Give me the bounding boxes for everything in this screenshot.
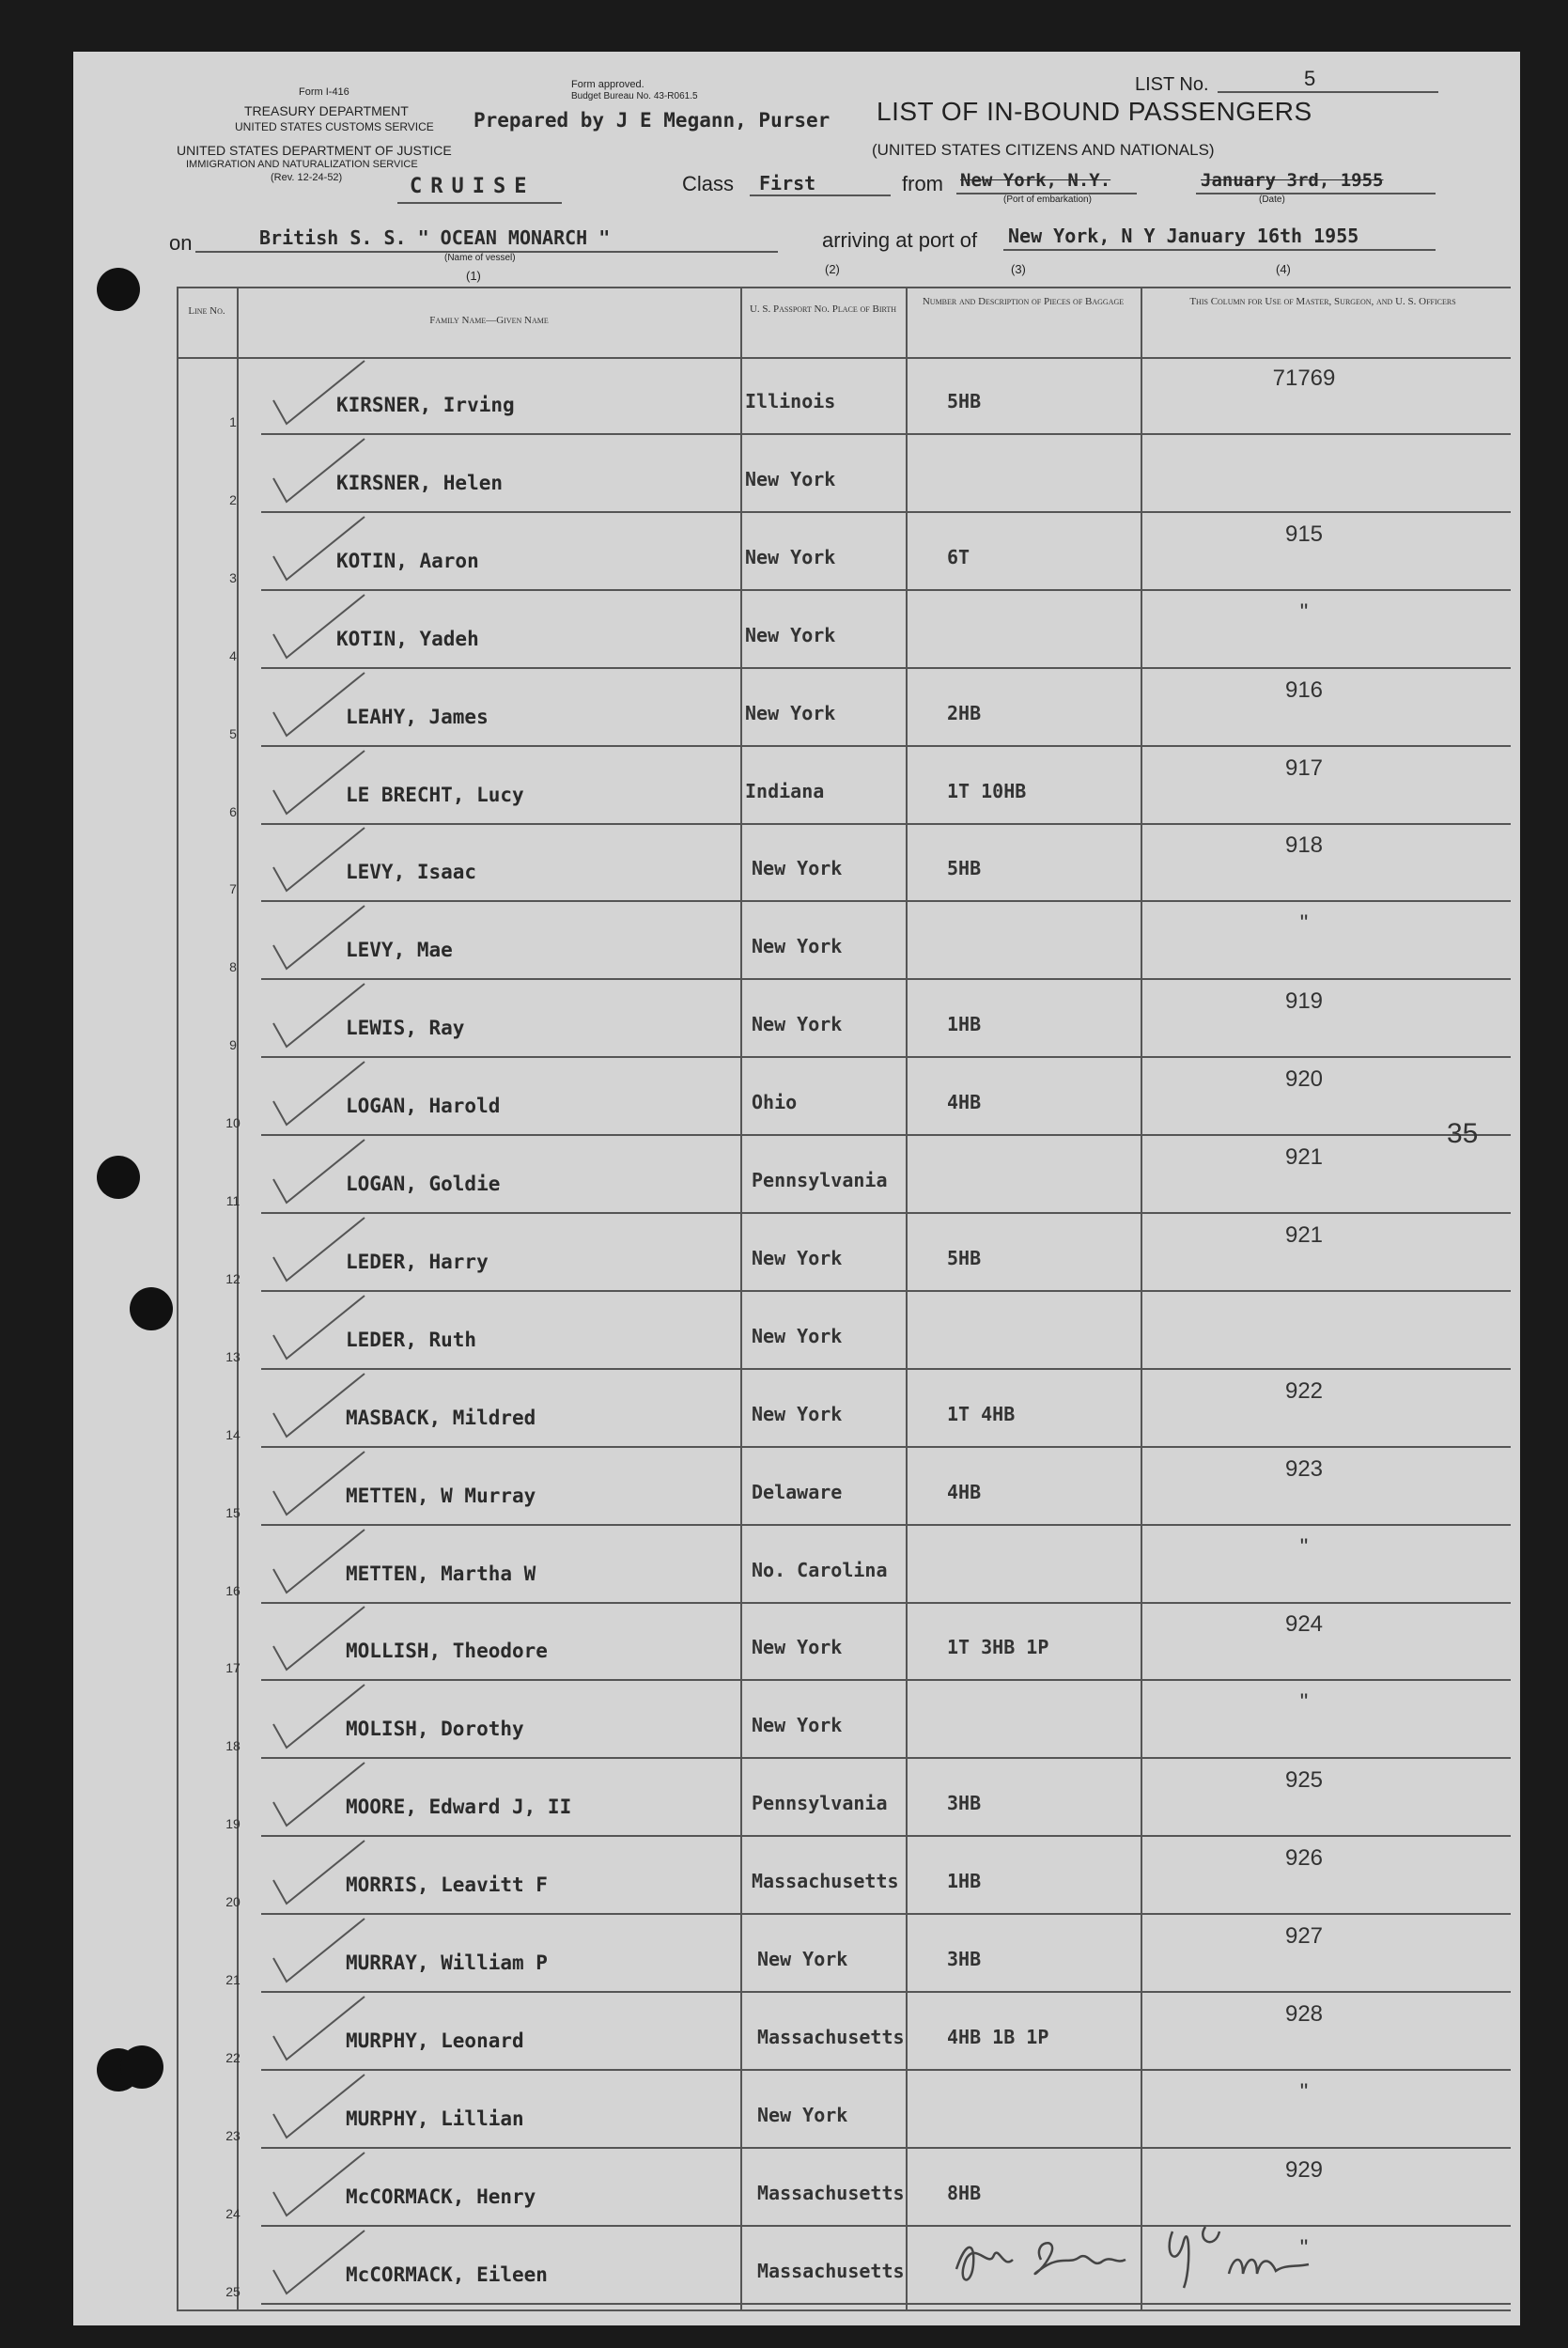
officer-entry: 919 — [1284, 988, 1324, 1015]
table-row — [73, 1994, 1511, 2069]
table-row — [73, 2072, 1511, 2147]
check-mark-icon — [266, 743, 379, 828]
line-number: 18 — [225, 1738, 241, 1754]
line-number: 17 — [225, 1660, 241, 1676]
officer-entry: 924 — [1284, 1611, 1324, 1638]
officer-entry: 923 — [1284, 1455, 1324, 1482]
officer-entry: " — [1299, 910, 1309, 937]
manifest-page — [73, 52, 1520, 2325]
place-of-birth: Massachusetts — [757, 2025, 905, 2048]
passenger-name: KOTIN, Yadeh — [336, 627, 479, 650]
list-no-value: 5 — [1304, 67, 1316, 90]
baggage: 1HB — [947, 1013, 982, 1036]
baggage: 1T 10HB — [947, 779, 1027, 802]
baggage: 4HB — [947, 1480, 982, 1503]
check-mark-icon — [266, 898, 379, 983]
baggage: 3HB — [947, 1948, 982, 1970]
arriving-label: arriving at port of — [822, 228, 978, 252]
place-of-birth: New York — [745, 545, 836, 568]
check-mark-icon — [266, 2067, 379, 2152]
col-3-label: (3) — [1011, 262, 1026, 276]
check-mark-icon — [266, 1677, 379, 1762]
officer-entry: 925 — [1284, 1767, 1324, 1794]
line-number: 25 — [225, 2283, 241, 2299]
margin-number: 35 — [1447, 1118, 1479, 1149]
officer-entry: 71769 — [1272, 365, 1336, 391]
line-number: 13 — [225, 1348, 241, 1364]
passenger-name: LEDER, Harry — [346, 1250, 489, 1273]
check-mark-icon — [266, 665, 379, 750]
baggage: 5HB — [947, 857, 982, 880]
check-mark-icon — [266, 509, 379, 594]
table-row — [73, 825, 1511, 900]
place-of-birth: New York — [757, 2103, 848, 2126]
check-mark-icon — [266, 1599, 379, 1684]
passenger-name: METTEN, W Murray — [346, 1484, 536, 1507]
line-number: 19 — [225, 1816, 241, 1832]
list-title: LIST OF IN-BOUND PASSENGERS — [877, 97, 1312, 126]
check-mark-icon — [266, 1210, 379, 1295]
table-row — [73, 514, 1511, 589]
line-number: 16 — [225, 1582, 241, 1598]
table-row — [73, 1293, 1511, 1368]
passenger-name: LEVY, Mae — [346, 939, 453, 962]
form-number: Form I-416 — [299, 86, 349, 98]
line-number: 6 — [229, 803, 237, 819]
officer-entry: 915 — [1284, 521, 1324, 547]
place-of-birth: Massachusetts — [757, 2259, 905, 2282]
table-row — [73, 1527, 1511, 1602]
table-row — [73, 670, 1511, 745]
check-mark-icon — [266, 976, 379, 1061]
table-row — [73, 1449, 1511, 1524]
passenger-name: MASBACK, Mildred — [346, 1406, 536, 1429]
officer-entry: 922 — [1284, 1377, 1324, 1404]
table-row — [73, 1838, 1511, 1913]
line-number: 9 — [229, 1037, 237, 1053]
line-number: 12 — [225, 1270, 241, 1286]
table-row — [73, 1137, 1511, 1212]
line-number: 4 — [229, 647, 237, 663]
place-of-birth: Pennsylvania — [752, 1169, 888, 1191]
passenger-name: MOLLISH, Theodore — [346, 1640, 548, 1663]
table-row — [73, 1371, 1511, 1446]
col-header-name: Family Name—Given Name — [429, 315, 549, 326]
baggage: 5HB — [947, 390, 982, 412]
line-number: 3 — [229, 569, 237, 585]
passenger-name: LEVY, Isaac — [346, 861, 477, 884]
citizens-note: (UNITED STATES CITIZENS AND NATIONALS) — [872, 141, 1215, 159]
passenger-name: KIRSNER, Irving — [336, 394, 515, 416]
cruise-label: CRUISE — [410, 175, 536, 198]
place-of-birth: New York — [745, 701, 836, 724]
line-number: 1 — [229, 414, 237, 429]
check-mark-icon — [266, 1989, 379, 2074]
passenger-name: LE BRECHT, Lucy — [346, 783, 524, 806]
officer-entry: 926 — [1284, 1845, 1324, 1872]
table-row — [73, 1760, 1511, 1835]
col-1-label: (1) — [466, 269, 481, 283]
baggage: 3HB — [947, 1792, 982, 1815]
line-number: 2 — [229, 491, 237, 507]
officer-entry: " — [1299, 1533, 1309, 1560]
place-of-birth: New York — [745, 623, 836, 646]
officer-entry: 929 — [1284, 2156, 1324, 2183]
check-mark-icon — [266, 353, 379, 438]
col-header-place: U. S. Passport No. Place of Birth — [749, 303, 897, 315]
baggage: 2HB — [947, 701, 982, 724]
line-number: 15 — [225, 1504, 241, 1520]
line-number: 22 — [225, 2049, 241, 2065]
line-number: 24 — [225, 2205, 241, 2221]
prepared-by: Prepared by J E Megann, Purser — [474, 109, 831, 132]
passenger-name: MURPHY, Lillian — [346, 2107, 524, 2130]
passenger-name: LEDER, Ruth — [346, 1328, 477, 1351]
officer-entry: 928 — [1284, 2000, 1324, 2027]
ins-label: IMMIGRATION AND NATURALIZATION SERVICE — [186, 159, 418, 170]
check-mark-icon — [266, 587, 379, 672]
passenger-name: KIRSNER, Helen — [336, 471, 504, 494]
check-mark-icon — [266, 1444, 379, 1529]
col-2-label: (2) — [825, 262, 840, 276]
from-value: New York, N.Y. — [960, 170, 1111, 191]
baggage: 1HB — [947, 1870, 982, 1893]
officer-entry: 917 — [1284, 754, 1324, 781]
check-mark-icon — [266, 820, 379, 905]
place-of-birth: Illinois — [745, 390, 836, 412]
class-label: Class — [682, 172, 735, 195]
place-of-birth: New York — [757, 1948, 848, 1970]
check-mark-icon — [266, 1755, 379, 1840]
port-embark-note: (Port of embarkation) — [1003, 194, 1092, 205]
table-row — [73, 358, 1511, 433]
place-of-birth: No. Carolina — [752, 1558, 888, 1581]
passenger-name: MURPHY, Leonard — [346, 2029, 524, 2052]
vessel-name: British S. S. " OCEAN MONARCH " — [259, 226, 611, 249]
check-mark-icon — [266, 1911, 379, 1996]
officer-entry: 921 — [1284, 1144, 1324, 1170]
form-approved: Form approved. — [571, 79, 644, 90]
table-row — [73, 1682, 1511, 1757]
customs-service: UNITED STATES CUSTOMS SERVICE — [235, 120, 434, 133]
table-row — [73, 981, 1511, 1056]
table-row — [73, 436, 1511, 511]
baggage: 1T 3HB 1P — [947, 1636, 1049, 1659]
revision: (Rev. 12-24-52) — [271, 172, 343, 183]
col-header-line: Line No. — [188, 305, 225, 317]
baggage: 6T — [947, 545, 970, 568]
check-mark-icon — [266, 2145, 379, 2230]
check-mark-icon — [266, 1366, 379, 1451]
check-mark-icon — [266, 431, 379, 516]
check-mark-icon — [266, 2223, 379, 2308]
table-row — [73, 1604, 1511, 1679]
place-of-birth: Massachusetts — [757, 2181, 905, 2204]
baggage: 5HB — [947, 1246, 982, 1269]
passenger-name: MORRIS, Leavitt F — [346, 1874, 548, 1897]
check-mark-icon — [266, 1288, 379, 1373]
officer-entry: " — [1299, 2078, 1309, 2105]
vessel-note: (Name of vessel) — [444, 253, 516, 263]
table-row — [73, 748, 1511, 823]
date-value: January 3rd, 1955 — [1201, 170, 1384, 191]
from-label: from — [902, 172, 943, 195]
line-number: 14 — [225, 1426, 241, 1442]
place-of-birth: New York — [752, 1324, 843, 1347]
check-mark-icon — [266, 1054, 379, 1139]
dept-justice: UNITED STATES DEPARTMENT OF JUSTICE — [177, 143, 452, 158]
passenger-name: McCORMACK, Henry — [346, 2185, 536, 2208]
officer-entry: 916 — [1284, 676, 1324, 703]
inspector-signature — [938, 2213, 1332, 2297]
line-number: 7 — [229, 881, 237, 897]
table-row — [73, 1916, 1511, 1991]
passenger-name: McCORMACK, Eileen — [346, 2262, 548, 2286]
class-value: First — [759, 172, 816, 194]
passenger-name: KOTIN, Aaron — [336, 549, 479, 572]
passenger-name: LOGAN, Harold — [346, 1095, 501, 1118]
passenger-name: LEWIS, Ray — [346, 1017, 465, 1040]
place-of-birth: New York — [745, 467, 836, 490]
place-of-birth: New York — [752, 1402, 843, 1425]
line-number: 5 — [229, 725, 237, 741]
col-4-label: (4) — [1276, 262, 1291, 276]
place-of-birth: New York — [752, 1714, 843, 1737]
officer-entry: 920 — [1284, 1066, 1324, 1093]
line-number: 21 — [225, 1972, 241, 1987]
officer-entry: 918 — [1284, 832, 1324, 859]
on-label: on — [169, 231, 193, 255]
passenger-name: MOLISH, Dorothy — [346, 1718, 524, 1741]
check-mark-icon — [266, 1833, 379, 1918]
passenger-name: MOORE, Edward J, II — [346, 1796, 572, 1819]
table-row — [73, 903, 1511, 978]
table-row — [73, 1215, 1511, 1290]
line-number: 20 — [225, 1894, 241, 1910]
officer-entry: 927 — [1284, 1923, 1324, 1949]
line-number: 10 — [225, 1115, 241, 1131]
passenger-name: METTEN, Martha W — [346, 1562, 536, 1585]
place-of-birth: Indiana — [745, 779, 825, 802]
place-of-birth: New York — [752, 857, 843, 880]
line-number: 23 — [225, 2127, 241, 2143]
place-of-birth: New York — [752, 1246, 843, 1269]
passenger-name: MURRAY, William P — [346, 1951, 548, 1974]
line-number: 11 — [225, 1193, 241, 1208]
col-header-bag: Number and Description of Pieces of Baggage — [922, 296, 1125, 307]
place-of-birth: Delaware — [752, 1480, 843, 1503]
place-of-birth: Pennsylvania — [752, 1792, 888, 1815]
binder-hole — [97, 268, 140, 311]
col-header-officers: This Column for Use of Master, Surgeon, and U. S. Officers — [1189, 296, 1456, 307]
budget-bureau: Budget Bureau No. 43-R061.5 — [571, 91, 698, 101]
place-of-birth: Massachusetts — [752, 1870, 899, 1893]
baggage: 1T 4HB — [947, 1402, 1016, 1425]
table-row — [73, 1059, 1511, 1134]
place-of-birth: Ohio — [752, 1091, 798, 1114]
table-row — [73, 592, 1511, 667]
baggage: 4HB — [947, 1091, 982, 1114]
check-mark-icon — [266, 1522, 379, 1607]
place-of-birth: New York — [752, 935, 843, 958]
passenger-name: LEAHY, James — [346, 705, 489, 728]
passenger-name: LOGAN, Goldie — [346, 1173, 501, 1195]
officer-entry: " — [1299, 2234, 1309, 2261]
check-mark-icon — [266, 1132, 379, 1217]
place-of-birth: New York — [752, 1636, 843, 1659]
date-note: (Date) — [1259, 194, 1285, 205]
officer-entry: 921 — [1284, 1221, 1324, 1248]
line-number: 8 — [229, 959, 237, 975]
officer-entry: " — [1299, 599, 1309, 625]
place-of-birth: New York — [752, 1013, 843, 1036]
passenger-table — [177, 287, 1511, 2311]
officer-entry: " — [1299, 1689, 1309, 1716]
arrival-value: New York, N Y January 16th 1955 — [1008, 225, 1359, 247]
list-no-label: LIST No. — [1135, 74, 1209, 95]
baggage: 8HB — [947, 2181, 982, 2204]
baggage: 4HB 1B 1P — [947, 2025, 1049, 2048]
treasury-dept: TREASURY DEPARTMENT — [244, 103, 409, 118]
